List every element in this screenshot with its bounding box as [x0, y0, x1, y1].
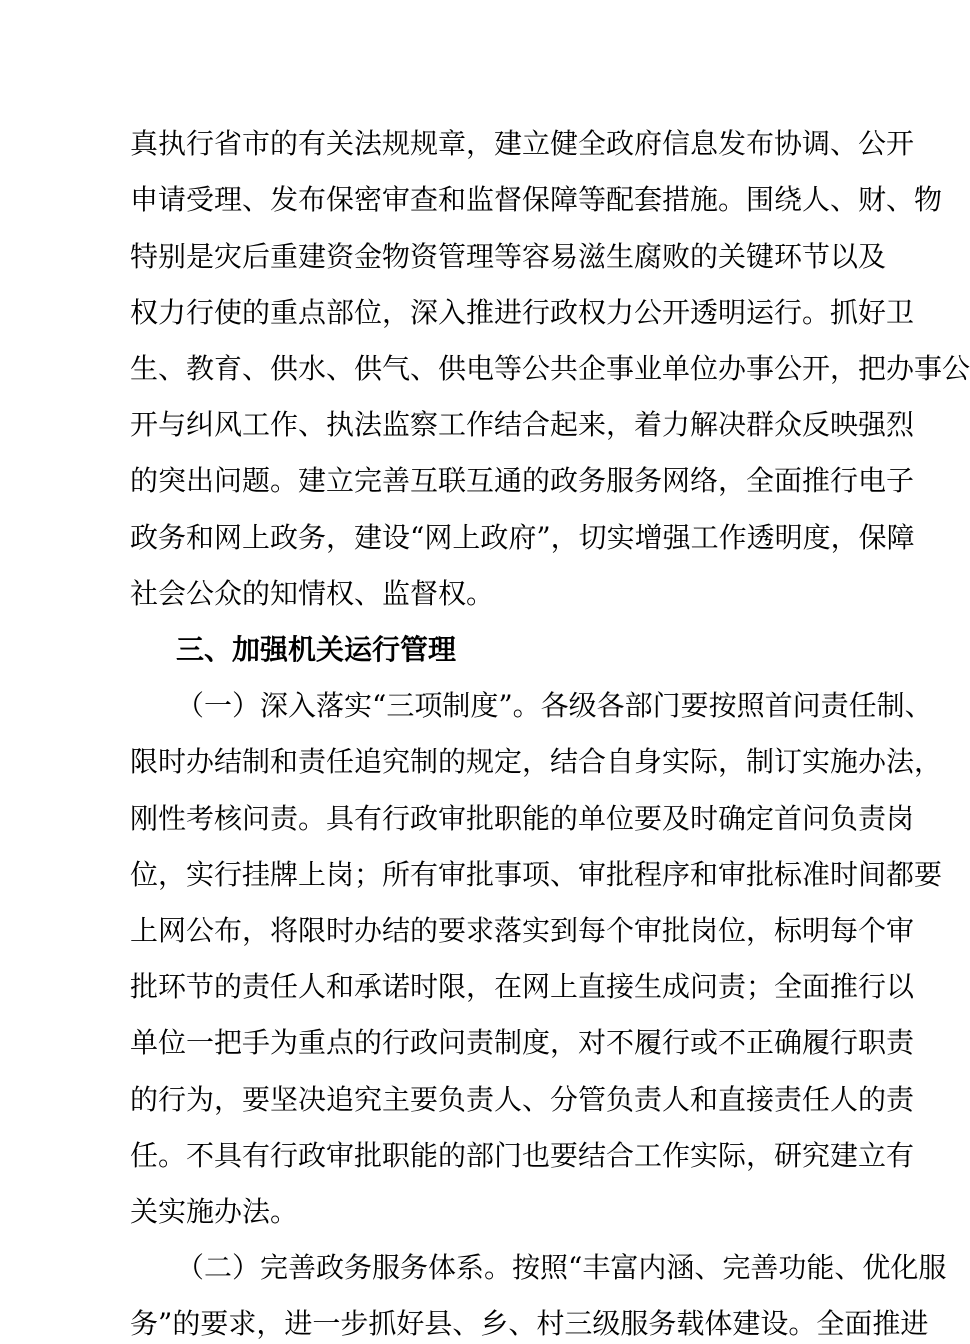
body-text-line: 限时办结制和责任追究制的规定，结合自身实际，制订实施办法，: [130, 745, 943, 778]
body-text-line: 权力行使的重点部位，深入推进行政权力公开透明运行。抓好卫: [130, 296, 915, 329]
body-text-line: 任。不具有行政审批职能的部门也要结合工作实际，研究建立有: [130, 1139, 915, 1172]
body-text-line: 的突出问题。建立完善互联互通的政务服务网络，全面推行电子: [130, 464, 915, 497]
body-text-line: 生、教育、供水、供气、供电等公共企事业单位办事公开，把办事公: [130, 352, 970, 385]
body-text-line: 上网公布，将限时办结的要求落实到每个审批岗位，标明每个审: [130, 914, 915, 947]
body-text-line: 单位一把手为重点的行政问责制度，对不履行或不正确履行职责: [130, 1026, 915, 1059]
body-text-line: 社会公众的知情权、监督权。: [130, 577, 495, 610]
body-text-line: 刚性考核问责。具有行政审批职能的单位要及时确定首问负责岗: [130, 802, 915, 835]
body-text-line: 位，实行挂牌上岗；所有审批事项、审批程序和审批标准时间都要: [130, 858, 943, 891]
section-heading: 三、加强机关运行管理: [176, 633, 457, 666]
body-text-line: （二）完善政务服务体系。按照“丰富内涵、完善功能、优化服: [176, 1251, 947, 1284]
body-text-line: 真执行省市的有关法规规章，建立健全政府信息发布协调、公开: [130, 127, 915, 160]
body-text-line: 关实施办法。: [130, 1195, 299, 1228]
body-text-line: 务”的要求，进一步抓好县、乡、村三级服务载体建设。全面推进: [130, 1307, 929, 1340]
body-text-line: （一）深入落实“三项制度”。各级各部门要按照首问责任制、: [176, 689, 933, 722]
body-text-line: 的行为，要坚决追究主要负责人、分管负责人和直接责任人的责: [130, 1083, 915, 1116]
body-text-line: 批环节的责任人和承诺时限，在网上直接生成问责；全面推行以: [130, 970, 915, 1003]
body-text-line: 开与纠风工作、执法监察工作结合起来，着力解决群众反映强烈: [130, 408, 915, 441]
body-text-line: 申请受理、发布保密审查和监督保障等配套措施。围绕人、财、物: [130, 183, 943, 216]
body-text-line: 政务和网上政务，建设“网上政府”，切实增强工作透明度，保障: [130, 521, 915, 554]
body-text-line: 特别是灾后重建资金物资管理等容易滋生腐败的关键环节以及: [130, 240, 887, 273]
